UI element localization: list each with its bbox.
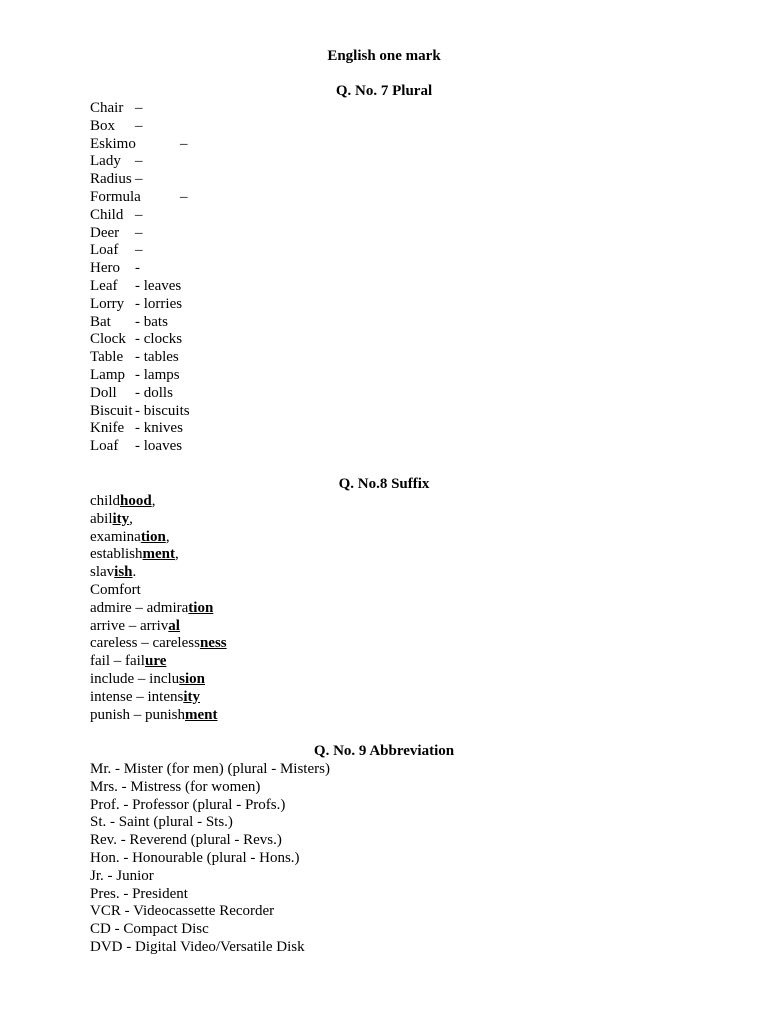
plural-form: - loaves xyxy=(135,438,183,455)
plural-form: - leaves xyxy=(135,277,182,294)
plural-word: Loaf xyxy=(90,438,119,455)
punctuation: , xyxy=(151,493,156,509)
plural-word: Box xyxy=(90,117,116,134)
plural-word: Knife xyxy=(90,420,125,437)
plural-form: - biscuits xyxy=(135,402,190,419)
plural-form: - xyxy=(135,260,140,277)
plural-word: Chair xyxy=(90,100,124,116)
suffix-row xyxy=(90,582,710,600)
abbreviation-row: Mr. - Mister (for men) (plural - Misters) xyxy=(90,761,330,777)
plural-row xyxy=(90,438,710,456)
suffix-part: sion xyxy=(179,670,206,687)
punctuation: , xyxy=(175,546,179,563)
abbreviation-row: VCR - Videocassette Recorder xyxy=(90,903,275,920)
suffix-part: ish xyxy=(114,564,133,581)
suffix-part: ment xyxy=(185,706,218,723)
suffix-row xyxy=(90,546,710,564)
plural-word: Biscuit xyxy=(90,402,133,419)
abbreviation-row: Pres. - President xyxy=(90,885,188,902)
plural-word: Lamp xyxy=(90,366,125,383)
plural-row xyxy=(90,314,710,332)
suffix-row xyxy=(90,671,710,689)
plural-form: – xyxy=(180,188,188,205)
suffix-row xyxy=(90,707,710,725)
plural-row xyxy=(90,385,710,403)
plural-form: - tables xyxy=(135,349,179,366)
plural-row xyxy=(90,331,710,349)
plural-row xyxy=(90,207,710,225)
suffix-part: ure xyxy=(144,653,167,670)
suffix-part: tion xyxy=(140,528,166,545)
plural-row xyxy=(90,189,710,207)
suffix-row xyxy=(90,618,710,636)
plural-word: Lorry xyxy=(90,295,125,312)
punctuation: . xyxy=(132,564,137,581)
plural-word: Formula xyxy=(90,188,141,205)
suffix-row xyxy=(90,600,710,618)
abbreviation-row: Hon. - Honourable (plural - Hons.) xyxy=(90,849,300,866)
suffix-row xyxy=(90,635,710,653)
abbreviation-list xyxy=(90,761,710,957)
plural-form: – xyxy=(135,242,143,259)
plural-form: - dolls xyxy=(135,384,173,401)
suffix-row xyxy=(90,529,710,547)
word-stem: child xyxy=(90,493,120,509)
abbreviation-row: Rev. - Reverend (plural - Revs.) xyxy=(90,832,282,849)
word-stem: Comfort xyxy=(90,581,141,598)
abbreviation-row: DVD - Digital Video/Versatile Disk xyxy=(90,938,305,955)
plural-word: Eskimo xyxy=(90,135,136,152)
word-stem: fail – fail xyxy=(90,653,145,670)
plural-word: Table xyxy=(90,349,124,366)
plural-word: Child xyxy=(90,206,124,223)
plural-form: - lorries xyxy=(135,295,183,312)
plural-heading: Q. No. 7 Plural xyxy=(335,83,433,99)
abbreviation-row: St. - Saint (plural - Sts.) xyxy=(90,814,233,831)
plural-word: Leaf xyxy=(90,277,118,294)
word-stem: abil xyxy=(90,510,113,527)
plural-list xyxy=(90,100,710,456)
plural-word: Deer xyxy=(90,224,120,241)
punctuation: , xyxy=(129,510,133,527)
suffix-part: ity xyxy=(112,510,130,527)
page-title: English one mark xyxy=(327,48,441,64)
plural-row xyxy=(90,260,710,278)
abbreviation-row: Mrs. - Mistress (for women) xyxy=(90,778,261,795)
plural-row xyxy=(90,153,710,171)
plural-row xyxy=(90,349,710,367)
plural-row xyxy=(90,100,710,118)
word-stem: arrive – arriv xyxy=(90,617,169,634)
abbreviation-row: Jr. - Junior xyxy=(90,867,154,884)
suffix-heading: Q. No.8 Suffix xyxy=(338,476,430,492)
abbreviation-heading: Q. No. 9 Abbreviation xyxy=(313,743,455,759)
plural-form: – xyxy=(135,171,143,188)
plural-word: Doll xyxy=(90,384,117,401)
plural-row xyxy=(90,225,710,243)
plural-form: – xyxy=(135,153,143,170)
plural-word: Bat xyxy=(90,313,111,330)
plural-row xyxy=(90,242,710,260)
plural-form: – xyxy=(135,224,143,241)
word-stem: intense – intens xyxy=(90,688,184,705)
suffix-part: ity xyxy=(183,688,200,705)
suffix-row xyxy=(90,653,710,671)
word-stem: careless – careless xyxy=(90,635,200,652)
punctuation: , xyxy=(165,528,170,545)
suffix-list xyxy=(90,493,710,724)
suffix-row xyxy=(90,564,710,582)
suffix-part: al xyxy=(168,617,180,634)
plural-row xyxy=(90,367,710,385)
word-stem: include – inclu xyxy=(90,670,180,687)
plural-form: – xyxy=(180,135,188,152)
plural-row xyxy=(90,420,710,438)
word-stem: admire – admira xyxy=(90,599,189,616)
suffix-part: tion xyxy=(188,599,214,616)
plural-word: Lady xyxy=(90,153,121,170)
plural-form: - knives xyxy=(135,420,183,437)
plural-word: Clock xyxy=(90,331,126,348)
suffix-row xyxy=(90,493,710,511)
plural-row xyxy=(90,136,710,154)
plural-word: Hero xyxy=(90,260,120,277)
suffix-part: hood xyxy=(120,493,152,509)
plural-row xyxy=(90,171,710,189)
plural-form: – xyxy=(135,100,143,116)
plural-form: – xyxy=(135,117,143,134)
plural-form: - clocks xyxy=(135,331,183,348)
plural-word: Loaf xyxy=(90,242,119,259)
plural-form: – xyxy=(135,206,143,223)
abbreviation-row: Prof. - Professor (plural - Profs.) xyxy=(90,796,286,813)
word-stem: slav xyxy=(90,564,115,581)
plural-row xyxy=(90,278,710,296)
plural-row xyxy=(90,296,710,314)
plural-row xyxy=(90,403,710,421)
word-stem: establish xyxy=(90,546,143,563)
abbreviation-row: CD - Compact Disc xyxy=(90,921,209,938)
suffix-part: ness xyxy=(199,635,227,652)
suffix-part: ment xyxy=(142,546,175,563)
plural-row xyxy=(90,118,710,136)
word-stem: punish – punish xyxy=(90,706,186,723)
suffix-row xyxy=(90,689,710,707)
word-stem: examina xyxy=(90,528,141,545)
plural-form: - bats xyxy=(135,313,168,330)
suffix-row xyxy=(90,511,710,529)
plural-word: Radius xyxy=(90,171,132,188)
plural-form: - lamps xyxy=(135,366,180,383)
